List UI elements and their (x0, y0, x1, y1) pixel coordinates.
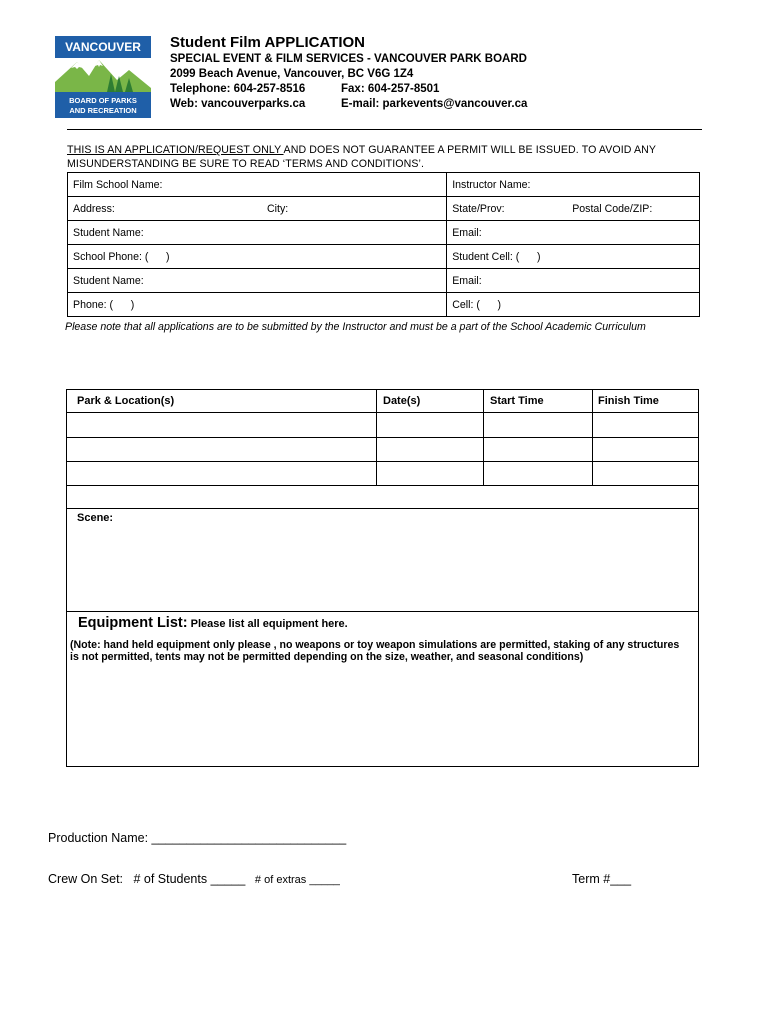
park-location-input-3[interactable] (67, 462, 376, 485)
applicant-info-table (67, 172, 700, 317)
equipment-subtitle: Please list all equipment here. (187, 618, 348, 630)
table-row (68, 293, 700, 317)
park-location-input-1[interactable] (67, 413, 376, 437)
form-title: Student Film APPLICATION (170, 34, 365, 51)
fax-text: Fax: 604-257-8501 (341, 83, 440, 95)
postal-field[interactable]: Postal Code/ZIP: (567, 197, 699, 221)
table-row (68, 221, 700, 245)
city-field[interactable]: City: (262, 197, 447, 221)
student-cell-field[interactable]: Student Cell: ( ) (447, 245, 700, 269)
film-school-field[interactable]: Film School Name: (68, 173, 447, 197)
submission-note: Please note that all applications are to be submitted by the Instructor and must be a part of the School Academic Curriculum (65, 321, 646, 333)
production-name-field[interactable]: Production Name: ____________________________ (48, 831, 347, 845)
telephone-text: Telephone: 604-257-8516 (170, 83, 306, 95)
logo-board-text: BOARD OF PARKS (69, 96, 137, 105)
finish-time-header: Finish Time (598, 395, 659, 407)
address-field[interactable]: Address: (68, 197, 263, 221)
school-phone-field[interactable]: School Phone: ( ) (68, 245, 447, 269)
row-divider (67, 485, 698, 486)
park-location-input-2[interactable] (67, 438, 376, 461)
email-field-2[interactable]: Email: (447, 269, 700, 293)
notice-rest: AND DOES NOT GUARANTEE A PERMIT WILL BE ISSUED. TO AVOID ANY MISUNDERSTANDING BE SURE TO READ ‘TERMS AND CONDITIONS’. (67, 144, 656, 170)
state-field[interactable]: State/Prov: (447, 197, 568, 221)
extras-count-label: # of extras _____ (248, 874, 340, 886)
logo-recreation-text: AND RECREATION (69, 106, 137, 115)
logo-vancouver-text: VANCOUVER (65, 40, 141, 54)
location-scene-equipment-box (66, 389, 699, 767)
scene-label: Scene: (77, 512, 114, 524)
table-row (68, 173, 700, 197)
scene-input-area[interactable] (67, 509, 698, 611)
start-time-header: Start Time (490, 395, 544, 407)
equipment-note: (Note: hand held equipment only please , no weapons or toy weapon simulations are permitted, staking of any structures is not permitted, tents may not be permitted depending on the size, weather, and seasonal conditions) (70, 639, 680, 663)
phone-field[interactable]: Phone: ( ) (68, 293, 447, 317)
contact-web-line (170, 98, 527, 110)
notice-underlined: THIS IS AN APPLICATION/REQUEST ONLY (67, 144, 284, 156)
table-row (68, 269, 700, 293)
crew-on-set-field[interactable] (48, 872, 340, 886)
equipment-input-area[interactable] (67, 670, 698, 766)
instructor-field[interactable]: Instructor Name: (447, 173, 700, 197)
equipment-title: Equipment List: (78, 615, 188, 631)
cell-field[interactable]: Cell: ( ) (447, 293, 700, 317)
park-location-header: Park & Location(s) (77, 395, 175, 407)
application-notice (67, 143, 707, 171)
dates-header: Date(s) (383, 395, 421, 407)
student-name-field-2[interactable]: Student Name: (68, 269, 447, 293)
department-line: SPECIAL EVENT & FILM SERVICES - VANCOUVER PARK BOARD (170, 53, 527, 65)
student-name-field-1[interactable]: Student Name: (68, 221, 447, 245)
table-row (68, 197, 700, 221)
web-link[interactable]: Web: vancouverparks.ca (170, 98, 306, 110)
term-field[interactable]: Term #___ (572, 872, 632, 886)
address-line: 2099 Beach Avenue, Vancouver, BC V6G 1Z4 (170, 68, 414, 80)
email-link[interactable]: E-mail: parkevents@vancouver.ca (341, 98, 528, 110)
email-field-1[interactable]: Email: (447, 221, 700, 245)
contact-phone-line (170, 83, 439, 95)
equipment-list-heading (78, 615, 348, 631)
table-row (68, 245, 700, 269)
vancouver-parks-logo (55, 36, 151, 118)
header-divider (67, 129, 702, 130)
row-divider (67, 611, 698, 612)
students-count-label: Crew On Set: # of Students _____ (48, 872, 249, 886)
